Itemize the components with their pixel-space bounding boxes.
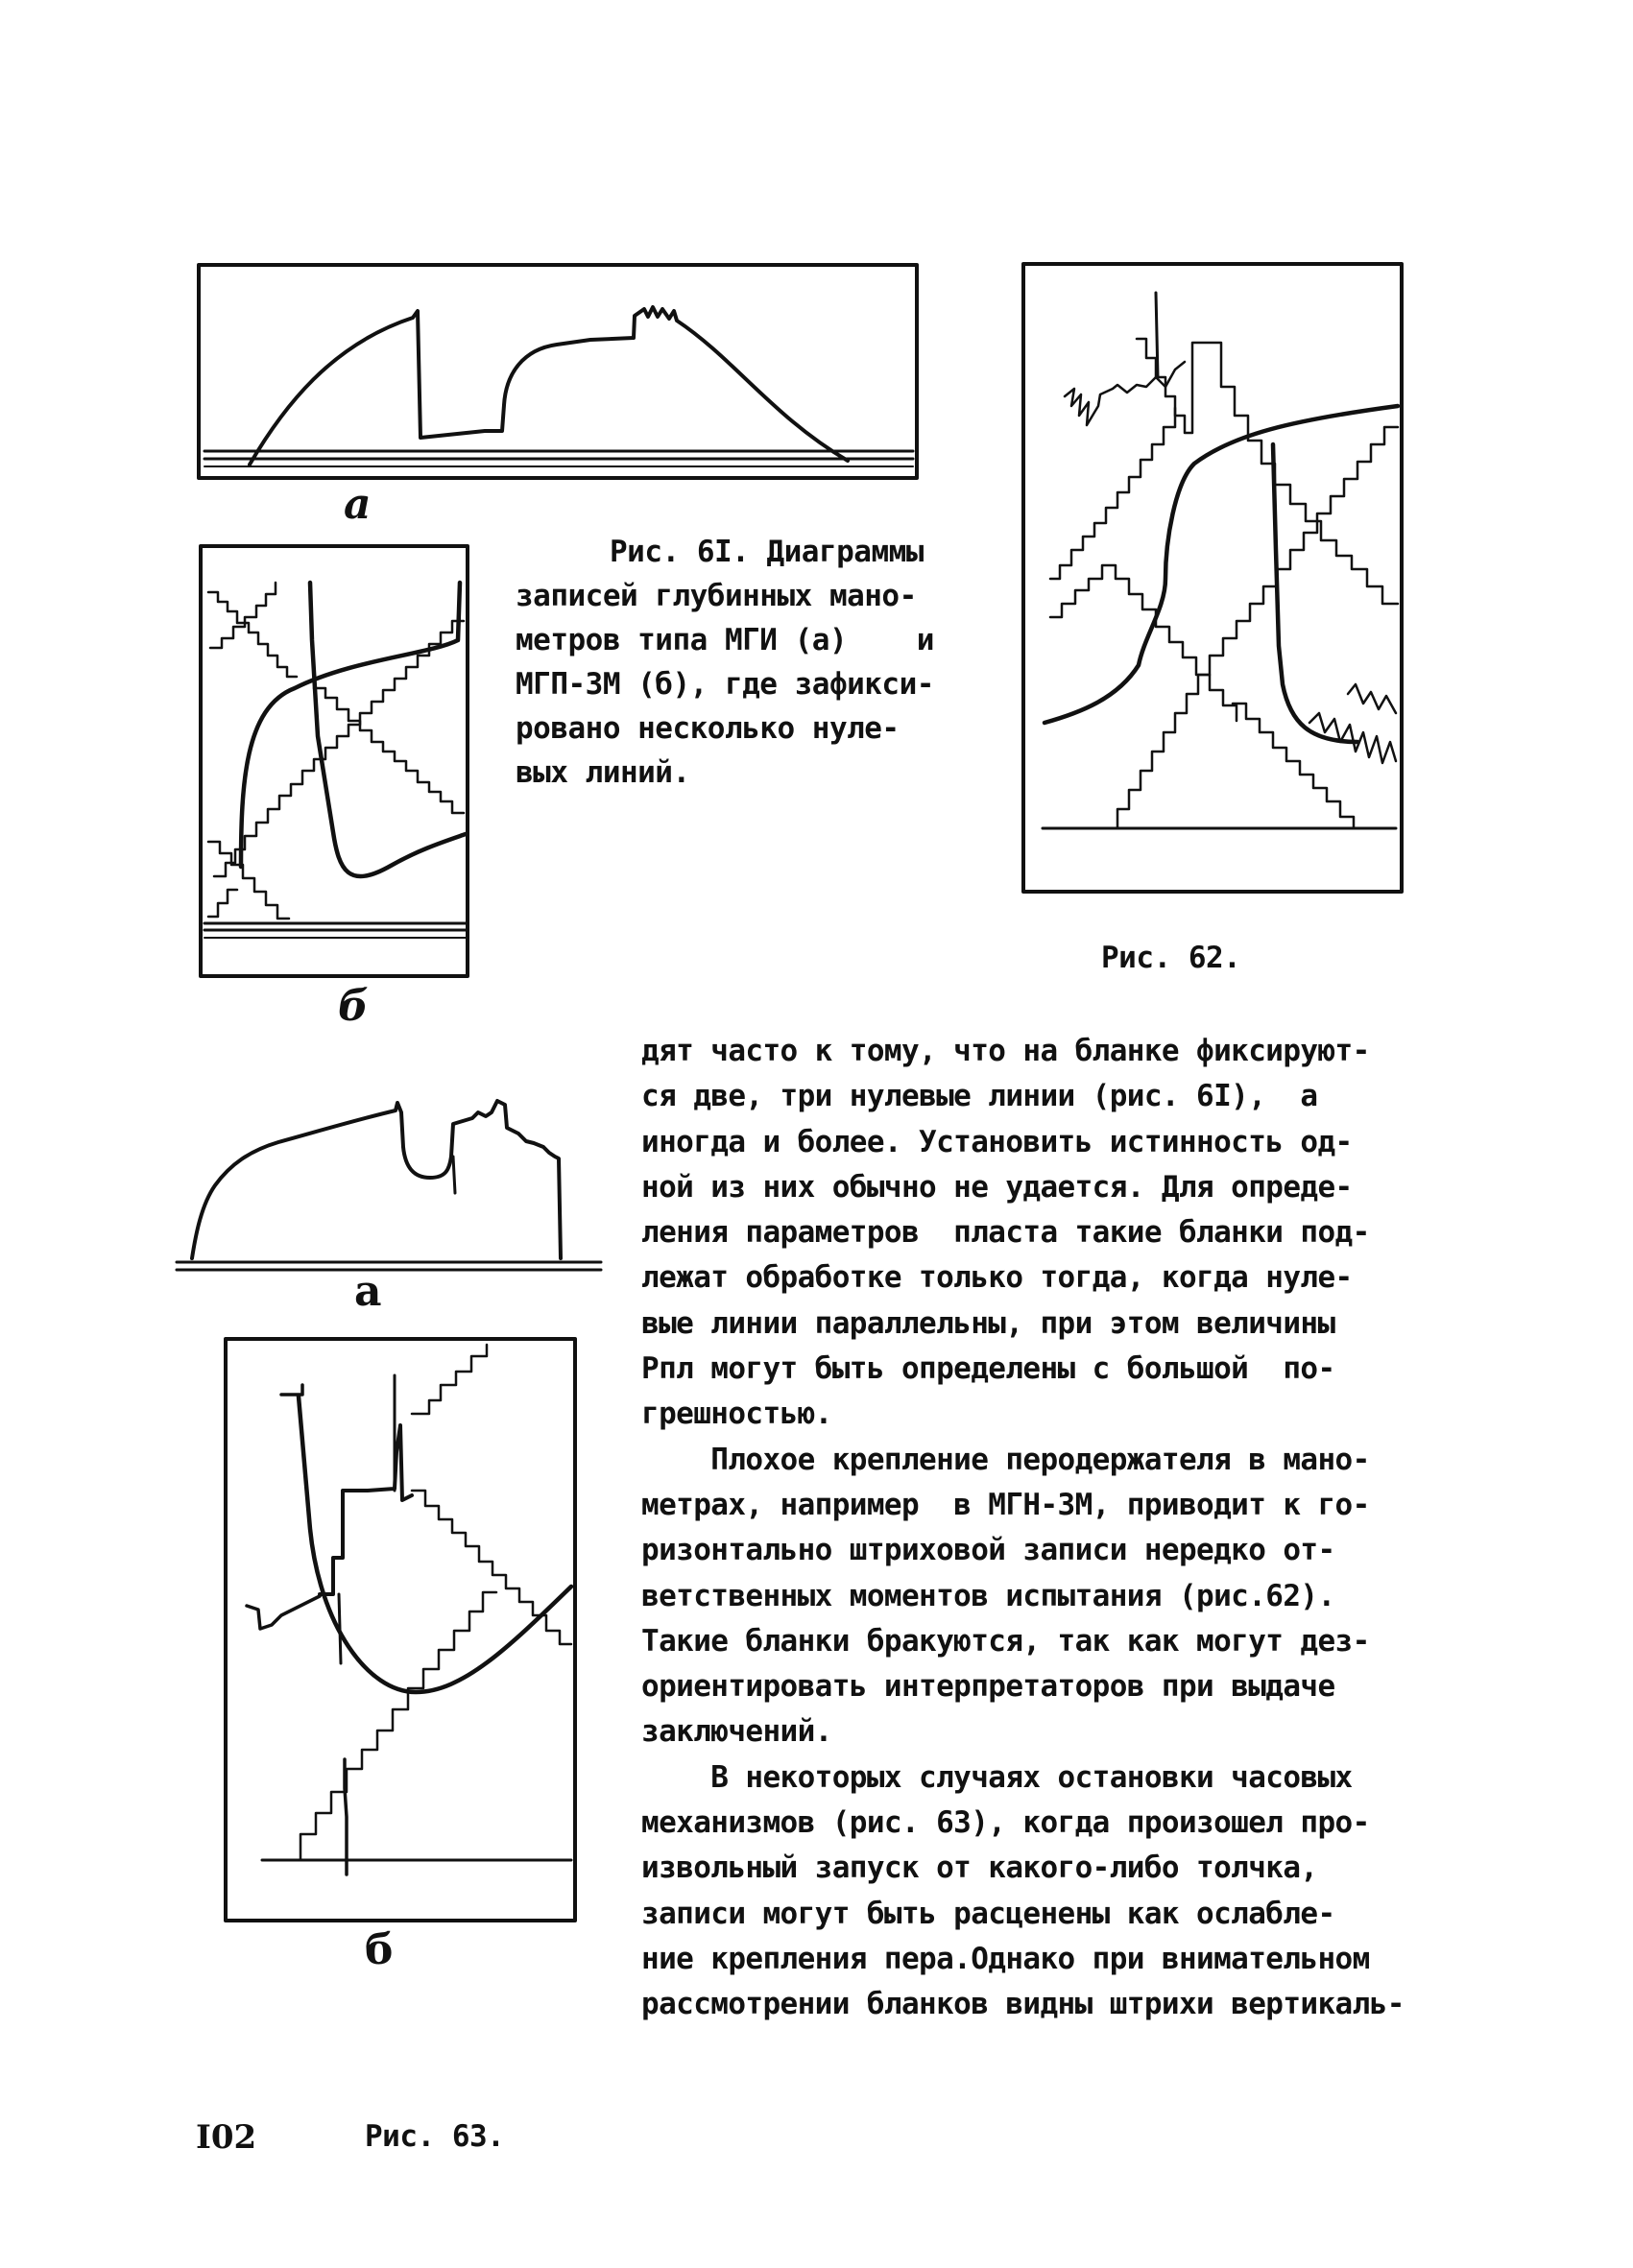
body-line: В некоторых случаях остановки часовых: [641, 1759, 1353, 1795]
body-line: Рпл могут быть определены с большой по-: [641, 1351, 1335, 1387]
body-line: ризонтально штриховой записи нередко от-: [641, 1533, 1335, 1568]
body-line: ветственных моментов испытания (рис.62).: [641, 1578, 1335, 1613]
caption-line: записей глубинных мано-: [516, 579, 917, 613]
body-line: иногда и более. Установить истинность од-: [641, 1124, 1353, 1159]
body-line: грешностью.: [641, 1397, 832, 1432]
fig63-caption: Рис. 63.: [365, 2119, 505, 2154]
fig63-b-diagram: [224, 1337, 577, 1924]
body-line: лежат обработке только тогда, когда нуле-: [641, 1260, 1353, 1296]
fig63-label-a: a: [354, 1267, 382, 1316]
fig61-b-diagram: [199, 544, 469, 980]
fig62-diagram: [1021, 262, 1404, 894]
fig63-a-diagram: [173, 1089, 605, 1281]
body-line: рассмотрении бланков видны штрихи вертикаль-: [641, 1987, 1405, 2022]
body-line: дят часто к тому, что на бланке фиксируют-: [641, 1034, 1370, 1068]
body-line: ориентировать интерпретаторов при выдаче: [641, 1669, 1335, 1705]
caption-line: ровано несколько нуле-: [516, 711, 900, 746]
page-number: I02: [196, 2118, 257, 2157]
body-line: заключений.: [641, 1714, 832, 1750]
body-line: записи могут быть расценены как ослабле-: [641, 1896, 1335, 1931]
body-line: механизмов (рис. 63), когда произошел про-: [641, 1805, 1370, 1841]
fig63-label-b: б: [365, 1925, 394, 1974]
body-line: ления параметров пласта такие бланки под-: [641, 1215, 1370, 1251]
body-line: извольный запуск от какого-либо толчка,: [641, 1850, 1318, 1886]
fig61-label-a: а: [344, 480, 372, 529]
body-line: вые линии параллельны, при этом величины: [641, 1305, 1335, 1341]
fig61-label-b: б: [338, 982, 369, 1031]
body-line: Плохое крепление перодержателя в мано-: [641, 1442, 1370, 1477]
body-line: метрах, например в МГН-3М, приводит к го-: [641, 1487, 1370, 1522]
fig61-a-diagram: [197, 263, 921, 486]
body-line: Такие бланки бракуются, так как могут дез-: [641, 1623, 1370, 1659]
body-text: [641, 1029, 1477, 2028]
fig62-caption: Рис. 62.: [1101, 941, 1241, 975]
caption-line: вых линий.: [516, 755, 690, 790]
caption-line: Рис. 6I. Диаграммы: [610, 535, 924, 569]
caption-line: метров типа МГИ (а) и: [516, 623, 934, 657]
fig61-caption: [516, 530, 934, 795]
body-line: ся две, три нулевые линии (рис. 6I), а: [641, 1079, 1318, 1114]
body-line: ние крепления пера.Однако при внимательном: [641, 1941, 1370, 1976]
caption-line: МГП-3М (б), где зафикси-: [516, 667, 934, 702]
body-line: ной из них обычно не удается. Для опреде-: [641, 1169, 1353, 1205]
